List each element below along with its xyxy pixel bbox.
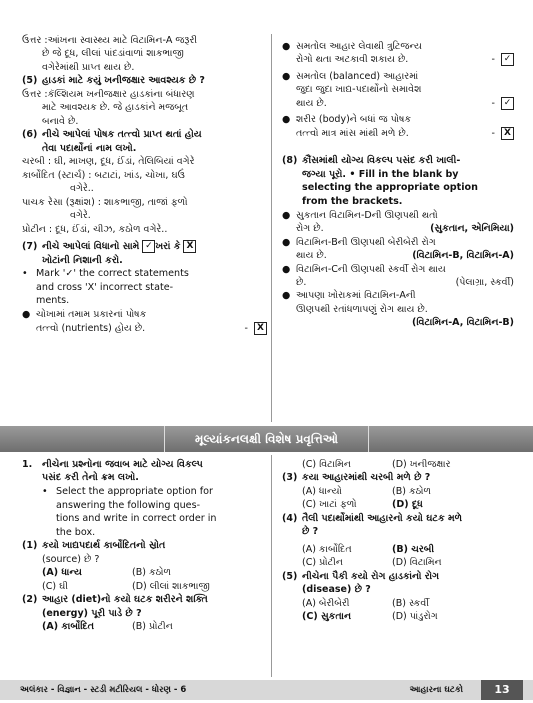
statement-3: ● સમતોલ (balanced) આહારમાં bbox=[282, 70, 419, 82]
option: (D) પાંડુરોગ bbox=[392, 611, 438, 623]
fill-2: ● વિટામિન-Bની ઊણપથી બેરીબેરી રોગ bbox=[282, 236, 436, 248]
mcq-4-options bbox=[282, 556, 514, 569]
option: (A) ધાન્યો bbox=[302, 485, 342, 497]
option: (A) કાર્બોદિત bbox=[302, 543, 352, 555]
mcq-4-line2: છે ? bbox=[302, 526, 319, 538]
mcq-4: (4) તૈલી પદાર્થોમાંથી આહારનો કયો ઘટક મળે bbox=[282, 512, 463, 524]
mcq-3: (3) કયા આહારમાંથી ચરબી મળે છે ? bbox=[282, 472, 431, 484]
check-box-icon: ✓ bbox=[142, 240, 155, 253]
option: (C) ઘી bbox=[42, 580, 68, 592]
question-1: 1. નીચેના પ્રશ્નોના જવાબ માટે યોગ્ય વિકલ્પ bbox=[22, 459, 203, 470]
question-6-line2: તેવા પદાર્થોનાં નામ લખો. bbox=[42, 142, 137, 154]
statement-3-line3: થાય છે. - ✓ bbox=[282, 97, 514, 110]
answer-fat: ચરબી : ઘી, માખણ, દૂધ, ઈંડાં, તેલિબિયાં વગેરે bbox=[22, 156, 195, 168]
mcq-5-options bbox=[282, 610, 514, 623]
left-bottom-column bbox=[22, 458, 267, 634]
question-5: (5) હાડકાં માટે કયું ખનીજક્ષાર આવશ્યક છે ? bbox=[22, 75, 205, 87]
cross-box-icon: X bbox=[183, 240, 196, 253]
statement-1-line2: તત્ત્વો (nutrients) હોય છે. - X bbox=[22, 322, 267, 335]
page-footer bbox=[0, 680, 533, 700]
statement-2-line2: રોગો થતા અટકાવી શકાય છે. - ✓ bbox=[282, 53, 514, 66]
option: (D) ખનીજક્ષાર bbox=[392, 459, 451, 470]
statement-4-line2: તત્ત્વો માત્ર માંસ માંથી મળે છે. - X bbox=[282, 127, 514, 140]
option: (D) લીલાં શાકભાજી bbox=[132, 580, 210, 592]
mcq-4-options bbox=[282, 543, 514, 556]
statement-3-line2: જુદા જુદા ખાદ્ય-પદાર્થોનો સમાવેશ bbox=[296, 84, 422, 96]
option: (A) ધાન્ય bbox=[42, 567, 82, 579]
section-banner bbox=[0, 426, 533, 452]
mcq-2-line2: (energy) પૂરી પાડે છે ? bbox=[42, 607, 142, 619]
statement-2: ● સમતોલ આહાર લેવાથી ત્રુટિજન્ય bbox=[282, 41, 422, 52]
answer-line: માટે આવશ્યક છે. જે હાડકાંને મજબૂત bbox=[42, 102, 189, 114]
statement-4: ● શરીર (body)ને બધાં જ પોષક bbox=[282, 114, 412, 126]
fill-3-line2: છે. (પેલાગ્રા, સ્કર્વી) bbox=[296, 277, 514, 288]
question-8-line2: જગ્યા પૂરો. • Fill in the blank by bbox=[302, 168, 459, 180]
right-bottom-column bbox=[282, 458, 514, 624]
answer-line: છે જે દૂધ, લીલાં પાંદડાંવાળાં શાકભાજી bbox=[42, 48, 184, 60]
option: (B) ચરબી bbox=[392, 543, 435, 555]
mcq-1: (1) કયો ખાદ્યપદાર્થ કાર્બોદિતનો સ્રોત bbox=[22, 540, 166, 552]
check-mark-icon: ✓ bbox=[501, 97, 514, 110]
mcq-2-options bbox=[22, 620, 267, 633]
answer-line: બનાવે છે. bbox=[42, 115, 79, 127]
page-number: 13 bbox=[481, 680, 523, 700]
answer-protein: પ્રોટીન : દૂધ, ઈંડાં, ચીઝ, કઠોળ વગેરે.. bbox=[22, 223, 168, 235]
option: (C) સુકતાન bbox=[302, 611, 352, 623]
right-top-column bbox=[282, 40, 514, 330]
option: (C) ખાટાં ફળો bbox=[302, 499, 357, 511]
answer-carb: કાર્બોદિત (સ્ટાર્ચ) : બટાટાં, ખાંડ, ચોખા, ઘઉં bbox=[22, 169, 185, 181]
mcq-1-options bbox=[22, 580, 267, 593]
mcq-3-options bbox=[282, 485, 514, 498]
question-8: (8) કૌંસમાંથી યોગ્ય વિકલ્પ પસંદ કરી ખાલી- bbox=[282, 155, 461, 167]
left-top-column bbox=[22, 34, 267, 335]
question-1-line2: પસંદ કરી તેનો ક્રમ લખો. bbox=[42, 472, 139, 484]
fill-1: ● સુકતાન વિટામિન-Dની ઊણપથી થતો bbox=[282, 209, 438, 221]
answer-carb-line2: વગેરે.. bbox=[70, 183, 94, 195]
option: (A) કાર્બોદિત bbox=[42, 621, 95, 633]
question-1-en: answering the following ques- bbox=[56, 499, 201, 511]
question-7: (7) નીચે આપેલાં વિધાનો સામે ✓ ખરાં કે X bbox=[22, 240, 267, 253]
question-1-en: tions and write in correct order in bbox=[56, 513, 217, 525]
cross-mark-icon: X bbox=[501, 127, 514, 140]
question-7-en: ments. bbox=[36, 295, 70, 307]
option: (B) કઠોળ bbox=[132, 567, 171, 579]
fill-1-line2: રોગ છે. (સુકતાન, એનિમિયા) bbox=[296, 223, 514, 235]
option: (D) વિટામિન bbox=[392, 557, 442, 569]
question-7-line2: ખોટાંની નિશાની કરો. bbox=[42, 254, 123, 266]
question-7-en: • Mark '✓' the correct statements bbox=[22, 268, 189, 280]
question-6: (6) નીચે આપેલાં પોષક તત્ત્વો પ્રાપ્ત થતાં હોય bbox=[22, 129, 202, 141]
fill-2-line2: થાય છે. (વિટામિન-B, વિટામિન-A) bbox=[296, 250, 514, 262]
check-mark-icon: ✓ bbox=[501, 53, 514, 66]
answer-line: ઉત્તર :આંખના સ્વાસ્થ્ય માટે વિટામિન-A જરૂરી bbox=[22, 35, 198, 46]
answer-fiber-line2: વગેરે. bbox=[70, 210, 91, 222]
mcq-5-line2: (disease) છે ? bbox=[302, 584, 371, 596]
mcq-2-options bbox=[282, 458, 514, 471]
question-1-en: the box. bbox=[56, 526, 96, 538]
option: (C) વિટામિન bbox=[302, 459, 351, 470]
fill-4-answer: (વિટામિન-A, વિટામિન-B) bbox=[412, 317, 514, 329]
answer-fiber: પાચક રેસા (રૂક્ષાંશ) : શાકભાજી, તાજાં ફળો bbox=[22, 196, 188, 208]
footer-chapter-title: આહારના ઘટકો bbox=[409, 685, 463, 695]
answer-line: ઉત્તર :કૅલ્શિયમ ખનીજક્ષાર હાડકાંના બંધારણ bbox=[22, 88, 195, 100]
statement-1: ● ચોખામાં તમામ પ્રકારનાં પોષક bbox=[22, 309, 147, 321]
column-divider bbox=[271, 34, 272, 422]
mcq-3-options bbox=[282, 498, 514, 511]
section-title: મૂલ્યાંકનલક્ષી વિશેષ પ્રવૃત્તિઓ bbox=[164, 426, 369, 452]
question-7-en: and cross 'X' incorrect state- bbox=[36, 281, 174, 293]
answer-line: વગેરેમાંથી પ્રાપ્ત થાય છે. bbox=[42, 61, 135, 73]
column-divider bbox=[271, 455, 272, 677]
fill-3: ● વિટામિન-Cની ઊણપથી સ્કર્વી રોગ થાય bbox=[282, 263, 446, 275]
option: (B) કઠોળ bbox=[392, 485, 431, 497]
mcq-5-options bbox=[282, 597, 514, 610]
question-8-line4: from the brackets. bbox=[302, 195, 403, 207]
fill-4-line2: ઊણપથી રતાંધળાપણું રોગ થાય છે. bbox=[296, 303, 428, 315]
mcq-1-line2: (source) છે ? bbox=[42, 553, 100, 565]
option: (B) પ્રોટીન bbox=[132, 621, 173, 633]
question-1-en: • Select the appropriate option for bbox=[42, 485, 213, 497]
option: (A) બેરીબેરી bbox=[302, 597, 350, 609]
option: (C) પ્રોટીન bbox=[302, 557, 343, 569]
cross-mark-icon: X bbox=[254, 322, 267, 335]
question-8-line3: selecting the appropriate option bbox=[302, 182, 478, 194]
option: (B) સ્કર્વી bbox=[392, 597, 429, 609]
option: (D) દૂધ bbox=[392, 499, 423, 511]
mcq-5: (5) નીચેના પૈકી કયો રોગ હાડકાંનો રોગ bbox=[282, 570, 440, 582]
footer-book-title: અલંકાર - વિજ્ઞાન - સ્ટડી મટીરિયલ - ધોરણ - 6 bbox=[20, 685, 187, 695]
fill-4: ● આપણા ખોરાકમાં વિટામિન-Aની bbox=[282, 290, 416, 302]
mcq-1-options bbox=[22, 566, 267, 579]
mcq-2: (2) આહાર (diet)નો કયો ઘટક શરીરને શક્તિ bbox=[22, 594, 208, 606]
